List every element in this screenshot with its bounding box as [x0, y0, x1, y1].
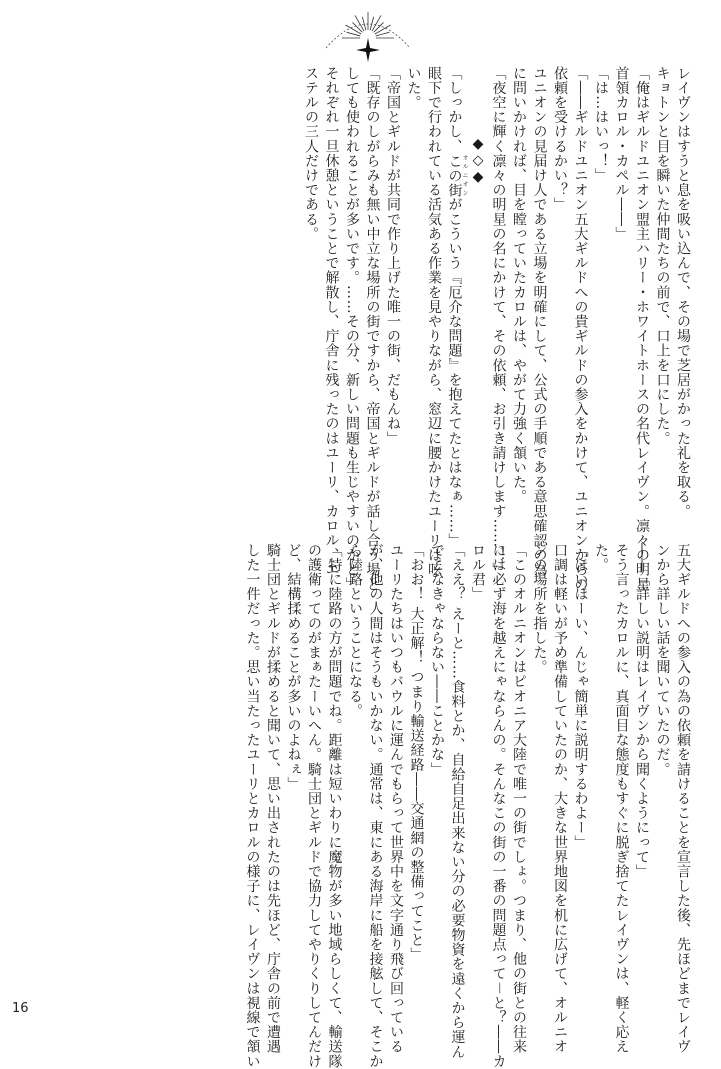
text-line: 「しっかし、この街オルニオンがこういう『厄介な問題』を抱えてたとはなぁ……」 [446, 66, 468, 548]
text-line: レイヴンはすうと息を吸い込んで、その場で芝居がかった礼を取る。 [675, 66, 691, 519]
upper-lines-after [301, 66, 468, 592]
text-line: キョトンと目を瞬いた仲間たちの前で、口上を口にした。 [654, 66, 671, 446]
text-line: した一件だった。思い当たったユーリとカロルの様子に、レイヴンは視線で頷い [244, 543, 261, 1069]
sunburst-star-icon [320, 8, 416, 64]
lower-text-block [53, 543, 693, 1069]
text-line: 五大ギルドへの参入の為の依頼を請けることを宣言した後、先ほどまでレイヴ [675, 543, 691, 1054]
text-line: でこなきゃならない――ことかな」 [429, 543, 445, 777]
scene-separator: ◆◇◆ [470, 136, 486, 186]
text-line: ――「詳しい説明はレイヴンから聞くようにって」 [634, 543, 650, 879]
text-line: 「このオルニオンはピオニア大陸で唯一の街でしょ。つまり、他の街との往来 [511, 543, 527, 1054]
text-line: ど、結構揉めることが多いのよねぇ」 [285, 543, 302, 792]
text-line: ンから詳しい話を聞いていたのだ。 [654, 543, 671, 777]
text-line: に問いかければ、目を瞠っていたカロルは、やがて力強く頷いた。 [511, 66, 527, 504]
text-line: には必ず海を越えにゃならんの。そんなこの街の一番の問題点って－と？――カ [490, 543, 507, 1069]
text-line: 「既存のしがらみも無い中立な場所の街ですから、帝国とギルドが話し合う場と [364, 66, 381, 592]
text-line: 依頼を受けるかい？」 [552, 66, 568, 212]
text-line: 「は…はいっ！」 [593, 66, 609, 183]
text-line: ユーリたちはいつもバウルに運んでもらって世界中を文字通り飛び回っている [388, 543, 404, 1054]
text-line: た。 [593, 543, 609, 573]
text-line: 「ええ？ えーと……食料とか、自給自足出来ない分の必要物資を遠くから運ん [449, 543, 466, 1060]
ruby-annotation: この街オルニオン [446, 153, 468, 198]
text-line: 「おお！ 大正解！ つまり輸送経路――交通網の整備ってこと」 [408, 543, 425, 962]
text-line: の護衛ってのがまぁたーいへん。騎士団とギルドで協力してやりくりしてんだけ [306, 543, 322, 1069]
text-line: 「ほいほーい、んじゃ簡単に説明するわよー」 [572, 543, 589, 850]
text-line: 口調は軽いが予め準備していたのか、大きな世界地図を机に広げて、オルニオ [552, 543, 568, 1054]
text-line: ロル君」 [470, 543, 486, 602]
text-line: が、他の人間はそうもいかない。通常は、東にある海岸に船を接舷して、そこか [367, 543, 384, 1069]
page-number: 16 [12, 1001, 29, 1016]
text-line: いた。 [405, 66, 422, 110]
text-line: ユニオンの見届け人である立場を明確にして、公式の手順である意思確認の為 [531, 66, 548, 577]
text-line: そう言ったカロルに、真面目な態度もすぐに脱ぎ捨てたレイヴンは、軽く応え [613, 543, 630, 1054]
text-line: それぞれ一旦休憩ということで解散し、庁舎に残ったのはユーリ、カロル、エ [323, 66, 340, 577]
text-line: ステルの三人だけである。 [303, 66, 319, 242]
text-line: 「特に陸路の方が問題でね。距離は短いわりに魔物が多い地域らしくて、輸送隊 [326, 543, 343, 1069]
text-line: 「――ギルドユニオン五大ギルドへの貴ギルドの参入をかけて、ユニオンからの [572, 66, 589, 592]
text-line: 眼下で行われている活気ある作業を見やりながら、窓辺に腰かけたユーリは呟 [426, 66, 442, 577]
ruby-reading: オルニオン [461, 153, 468, 198]
text-line: ンの場所を指した。 [531, 543, 548, 675]
text-line: 「帝国とギルドが共同で作り上げた唯一の街、だもんね」 [385, 66, 401, 446]
upper-lines-before [488, 66, 693, 592]
text-line: しても使われることが多いです。……その分、新しい問題も生じやすいのかと」 [344, 66, 360, 592]
text-line: 首領カロル・カペル――」 [613, 66, 630, 242]
text-line: ら陸路ということになる。 [347, 543, 363, 719]
text-line: 「俺はギルドユニオン盟主ハリー・ホワイトホースの名代レイヴン。凛々の明星 [634, 66, 650, 592]
text-line: 「夜空に輝く凛々の明星の名にかけて、その依頼、お引き請けします……！」 [490, 66, 507, 577]
text-line: 騎士団とギルドが揉めると聞いて、思い出されたのは先ほど、庁舎の前で遭遇 [265, 543, 281, 1054]
lower-lines [242, 543, 693, 1069]
